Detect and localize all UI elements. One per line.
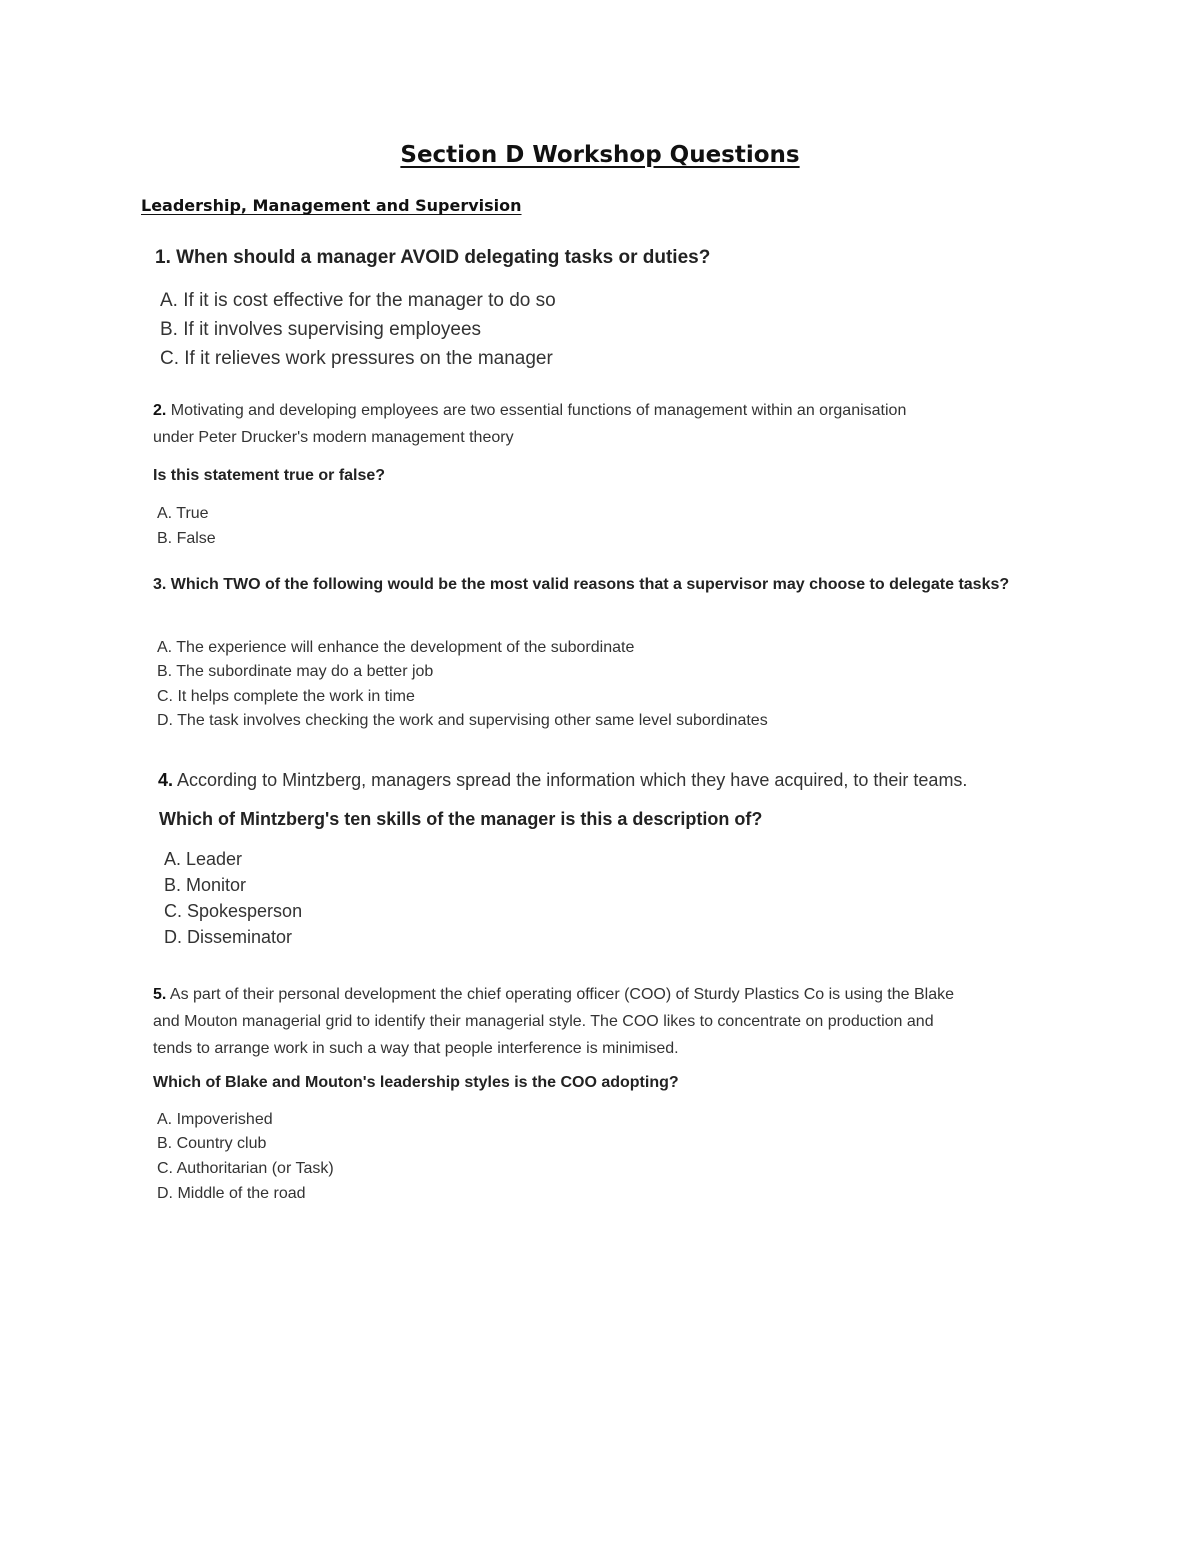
- question-5-option-d: D. Middle of the road: [157, 1185, 306, 1202]
- question-5-line-2: and Mouton managerial grid to identify their managerial style. The COO likes to concentrate on production and: [153, 1013, 934, 1030]
- question-5-option-a: A. Impoverished: [157, 1111, 273, 1128]
- question-4-option-d: D. Disseminator: [164, 927, 293, 947]
- question-1-option-a: A. If it is cost effective for the manager to do so: [160, 290, 556, 311]
- question-2-number: 2.: [153, 402, 167, 419]
- question-1-option-b: B. If it involves supervising employees: [160, 319, 482, 340]
- question-3-text: 3. Which TWO of the following would be the most valid reasons that a supervisor may choose to delegate tasks?: [153, 576, 1010, 593]
- question-5-prompt: Which of Blake and Mouton's leadership styles is the COO adopting?: [153, 1074, 679, 1091]
- question-3-option-c: C. It helps complete the work in time: [157, 688, 415, 705]
- question-4-option-b: B. Monitor: [164, 875, 247, 895]
- section-heading: Leadership, Management and Supervision: [141, 196, 522, 215]
- question-4-prompt: Which of Mintzberg's ten skills of the manager is this a description of?: [159, 809, 763, 829]
- question-5-text: [153, 981, 1073, 1062]
- question-4-number: 4.: [158, 770, 174, 790]
- question-4-option-c: C. Spokesperson: [164, 901, 303, 921]
- question-2-option-b: B. False: [157, 530, 216, 547]
- question-2-line-1: Motivating and developing employees are two essential functions of management within an organisation: [166, 402, 907, 419]
- question-1-text: 1. When should a manager AVOID delegating tasks or duties?: [155, 247, 711, 268]
- question-5-option-c: C. Authoritarian (or Task): [157, 1160, 334, 1177]
- question-3-option-a: A. The experience will enhance the development of the subordinate: [157, 639, 635, 656]
- question-2-option-a: A. True: [157, 505, 209, 522]
- question-4-option-a: A. Leader: [164, 849, 243, 869]
- question-4-text: [158, 770, 967, 791]
- question-2-line-2: under Peter Drucker's modern management theory: [153, 429, 514, 446]
- page-title: Section D Workshop Questions: [400, 142, 800, 168]
- question-3-option-d: D. The task involves checking the work and supervising other same level subordinates: [157, 712, 768, 729]
- question-4-line: According to Mintzberg, managers spread the information which they have acquired, to their teams.: [173, 770, 968, 790]
- question-5-line-3: tends to arrange work in such a way that people interference is minimised.: [153, 1040, 679, 1057]
- question-5-option-b: B. Country club: [157, 1135, 267, 1152]
- question-1-option-c: C. If it relieves work pressures on the manager: [160, 348, 553, 369]
- question-2-prompt: Is this statement true or false?: [153, 467, 386, 484]
- question-5-number: 5.: [153, 986, 167, 1003]
- question-3-option-b: B. The subordinate may do a better job: [157, 663, 434, 680]
- question-2-text: [153, 397, 1053, 451]
- question-5-line-1: As part of their personal development the chief operating officer (COO) of Sturdy Plastics Co is using the Blake: [166, 986, 954, 1003]
